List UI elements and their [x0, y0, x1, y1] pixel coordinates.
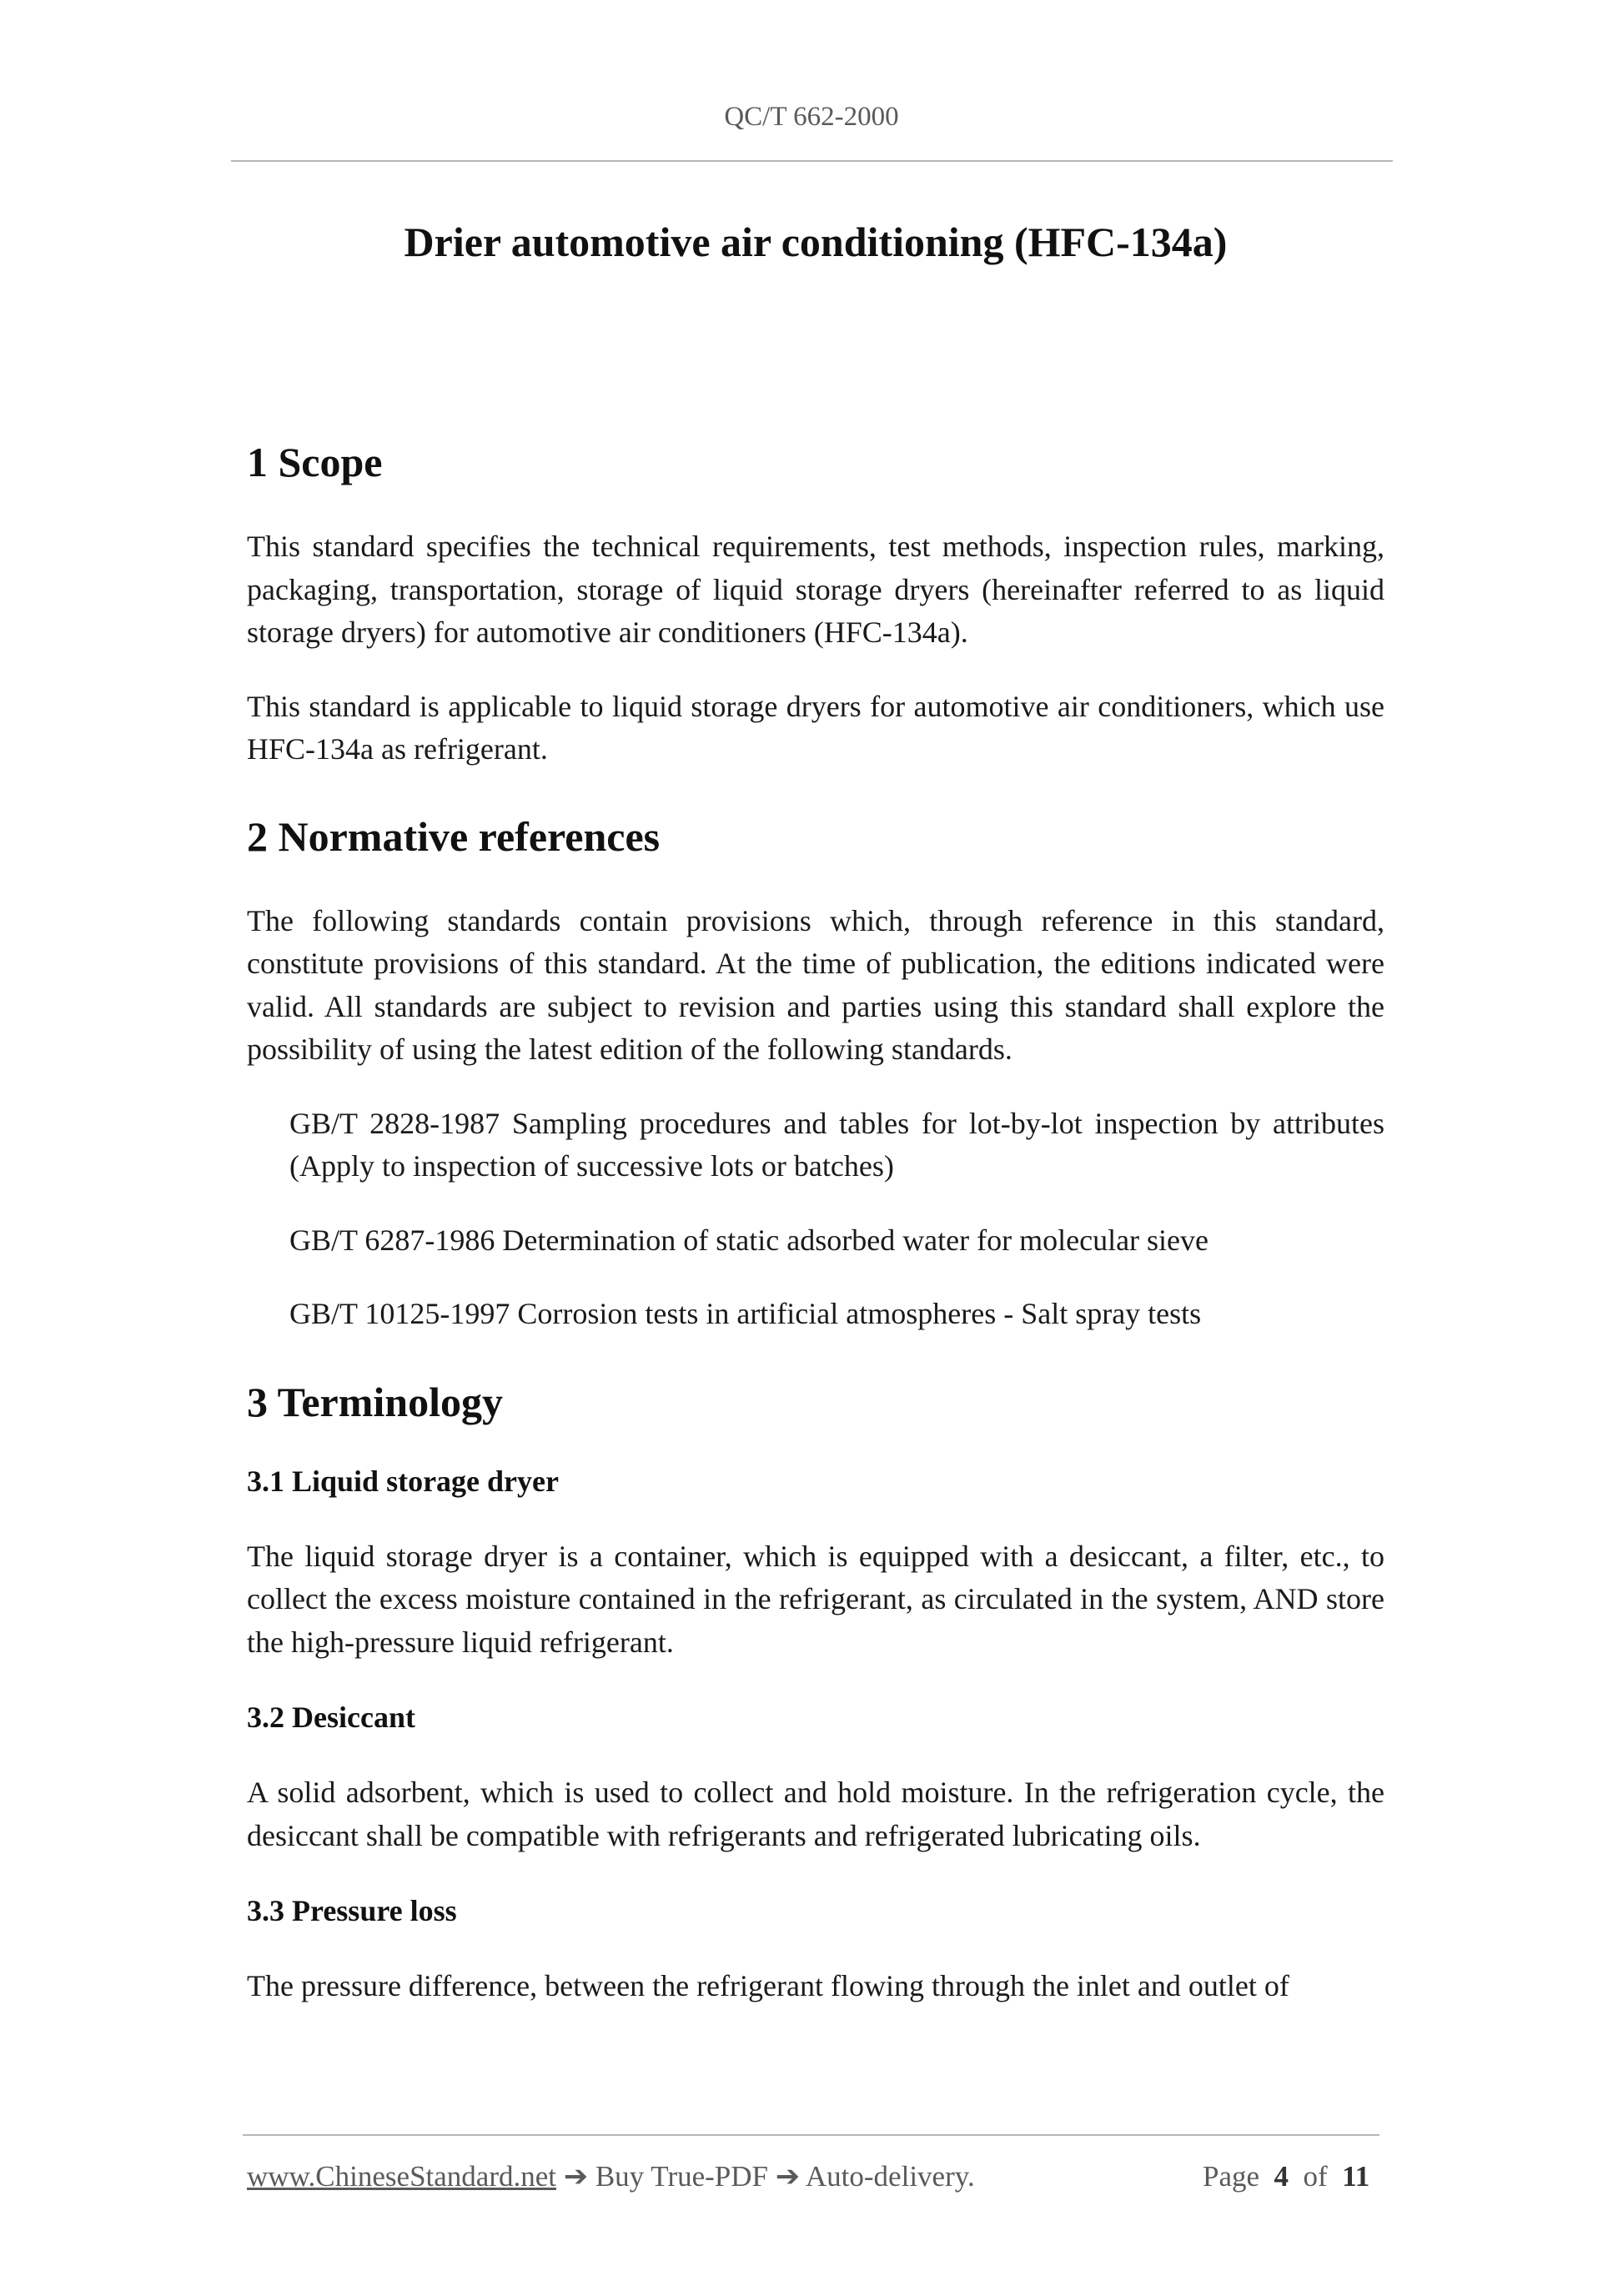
section-heading-scope: 1 Scope — [247, 439, 383, 485]
term-heading-desiccant: 3.2 Desiccant — [247, 1701, 415, 1734]
arrow-right-icon: ➔ — [563, 2160, 589, 2193]
term-definition-pressure-loss: The pressure difference, between the refrigerant flowing through the inlet and outlet of — [247, 1969, 1289, 2002]
reference-item: GB/T 6287-1986 Determination of static adsorbed water for molecular sieve — [289, 1223, 1209, 1257]
scope-paragraph-1: This standard specifies the technical requirements, test methods, inspection rules, marking, packaging, transportation, storage of liquid storage dryers (hereinafter referred to as liquid storage dryers) for automotive air conditioners (HFC-134a). — [247, 530, 1384, 649]
page-content — [247, 213, 1384, 2008]
buy-true-pdf-text: Buy True-PDF — [595, 2160, 768, 2193]
page-counter — [1203, 2160, 1369, 2193]
total-page-count: 11 — [1342, 2160, 1370, 2193]
auto-delivery-text: Auto-delivery. — [805, 2160, 975, 2193]
reference-item: GB/T 2828-1987 Sampling procedures and tables for lot-by-lot inspection by attributes (Apply to inspection of successive lots or batches) — [289, 1106, 1384, 1183]
term-heading-liquid-storage-dryer: 3.1 Liquid storage dryer — [247, 1464, 559, 1498]
header-divider — [231, 160, 1393, 162]
section-heading-normative-references: 2 Normative references — [247, 812, 661, 860]
chinese-standard-link[interactable]: www.ChineseStandard.net — [247, 2160, 556, 2193]
document-title: Drier automotive air conditioning (HFC-134a) — [404, 219, 1228, 265]
term-definition-liquid-storage-dryer: The liquid storage dryer is a container, which is equipped with a desiccant, a filter, etc., to collect the excess moisture contained in the refrigerant, as circulated in the system, AND store the high-pressure liquid refrigerant. — [247, 1539, 1384, 1659]
arrow-right-icon: ➔ — [775, 2160, 801, 2193]
references-intro: The following standards contain provisions which, through reference in this standard, constitute provisions of this standard. At the time of publication, the editions indicated were valid. All standards are subject to revision and parties using this standard shall explore the possibility of using the latest edition of the following standards. — [247, 903, 1384, 1066]
footer-promo — [247, 2160, 975, 2193]
running-header: QC/T 662-2000 — [724, 102, 899, 132]
term-definition-desiccant: A solid adsorbent, which is used to collect and hold moisture. In the refrigeration cycle, the desiccant shall be compatible with refrigerants and refrigerated lubricating oils. — [247, 1776, 1384, 1852]
page-of-label: of — [1303, 2160, 1328, 2193]
footer-divider — [243, 2134, 1379, 2136]
section-heading-terminology: 3 Terminology — [247, 1378, 503, 1425]
term-heading-pressure-loss: 3.3 Pressure loss — [247, 1894, 457, 1927]
page-label: Page — [1203, 2160, 1260, 2193]
reference-item: GB/T 10125-1997 Corrosion tests in artificial atmospheres - Salt spray tests — [289, 1297, 1202, 1330]
current-page-number: 4 — [1274, 2160, 1289, 2193]
scope-paragraph-2: This standard is applicable to liquid storage dryers for automotive air conditioners, which use HFC-134a as refrigerant. — [247, 689, 1384, 766]
